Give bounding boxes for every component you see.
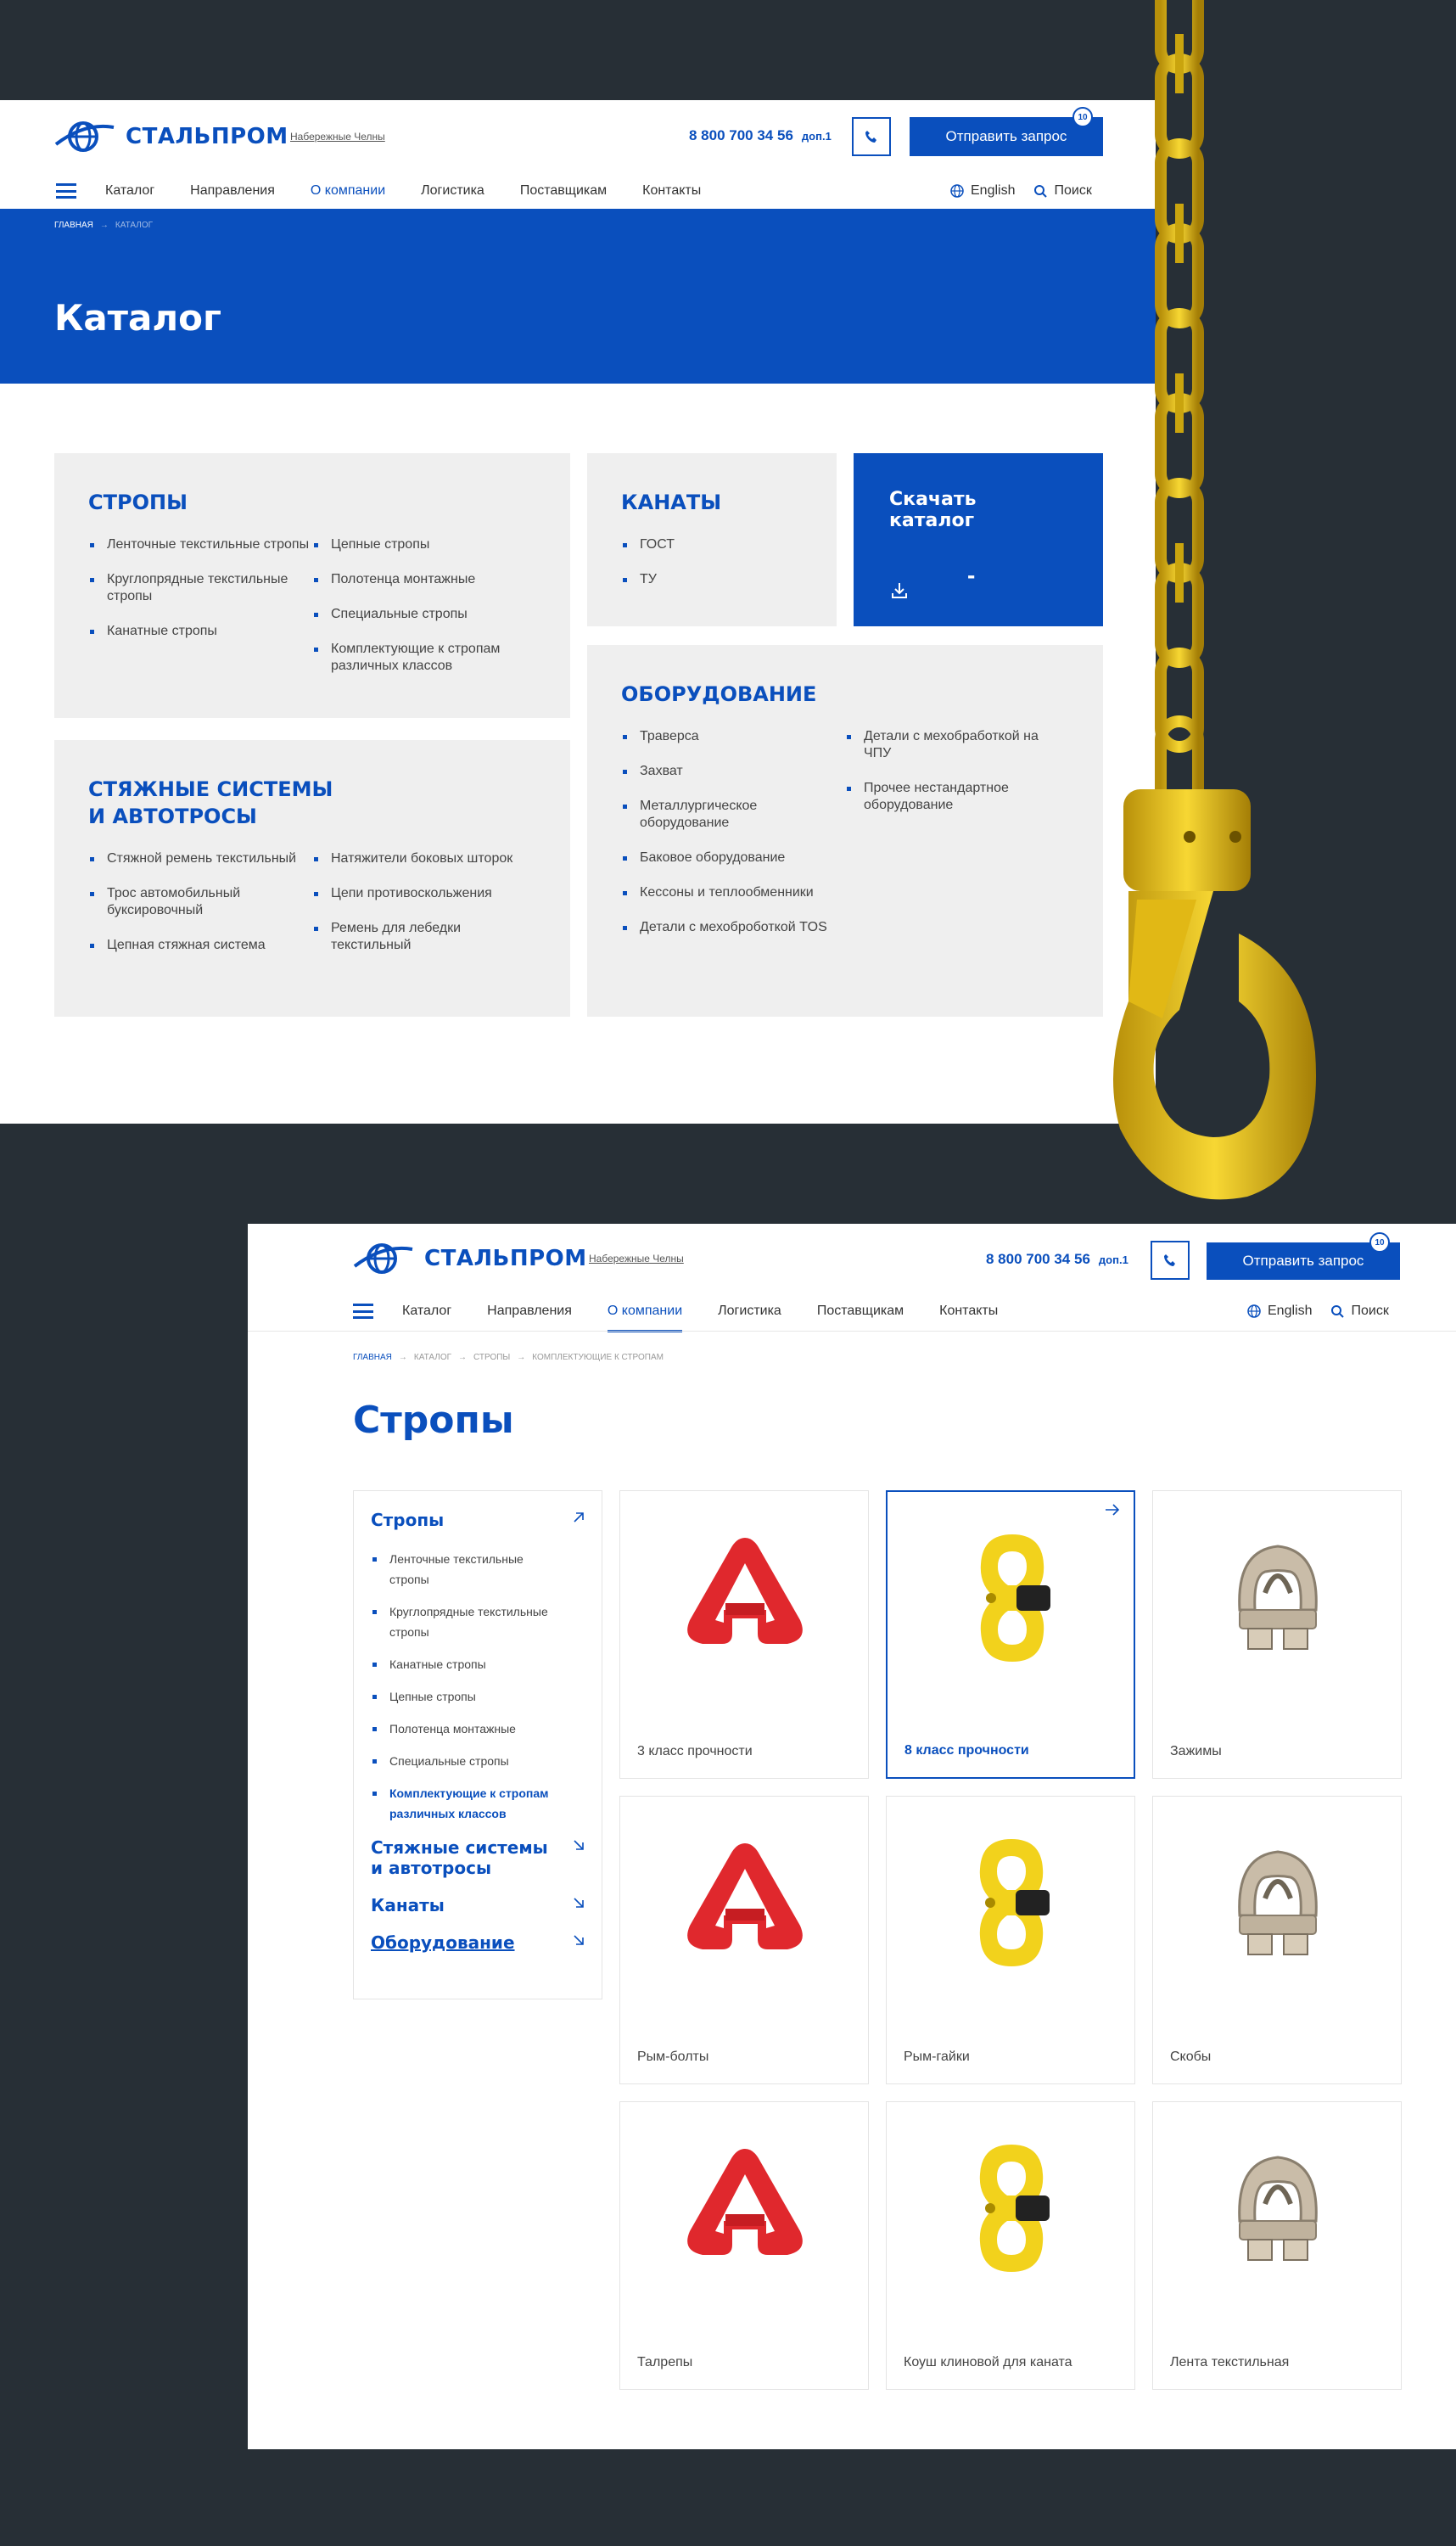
sidebar-section-label: Канаты <box>371 1895 445 1915</box>
send-request-label: Отправить запрос <box>945 128 1067 144</box>
logo-text: СТАЛЬПРОМ <box>126 124 288 149</box>
menu-icon[interactable] <box>353 1304 373 1319</box>
header-divider <box>248 1331 1456 1332</box>
sidebar-item[interactable]: Полотенца монтажные <box>371 1719 549 1739</box>
product-label: 8 класс прочности <box>904 1743 1029 1758</box>
category-link[interactable]: Круглопрядные текстильные стропы <box>88 571 312 605</box>
product-label: Талрепы <box>637 2355 693 2369</box>
phone-block[interactable] <box>689 127 832 144</box>
breadcrumb-home[interactable]: ГЛАВНАЯ <box>353 1353 392 1362</box>
nav-item-directions[interactable]: Направления <box>487 1304 572 1318</box>
search-icon <box>1033 184 1047 198</box>
category-link[interactable]: ГОСТ <box>621 536 803 553</box>
breadcrumb-current: КАТАЛОГ <box>115 221 154 230</box>
nav-item-logistics[interactable]: Логистика <box>718 1304 781 1318</box>
category-title[interactable]: СТЯЖНЫЕ СИСТЕМЫ И АВТОТРОСЫ <box>88 777 333 828</box>
sidebar-item-active[interactable]: Комплектующие к стропам различных классов <box>371 1783 549 1824</box>
sidebar-section-kanaty[interactable] <box>371 1895 585 1915</box>
category-link[interactable]: Специальные стропы <box>312 606 536 623</box>
product-label: Рым-болты <box>637 2050 709 2064</box>
arrow-down-right-icon <box>573 1897 585 1909</box>
logo[interactable] <box>353 1241 587 1276</box>
search-button[interactable] <box>1330 1304 1388 1319</box>
phone-number: 8 800 700 34 56 <box>986 1251 1090 1267</box>
product-card[interactable] <box>886 1796 1135 2084</box>
category-title[interactable]: КАНАТЫ <box>621 491 722 514</box>
hero-banner <box>0 209 1156 384</box>
search-label: Поиск <box>1054 183 1092 198</box>
sidebar-section-label: Оборудование <box>371 1932 515 1953</box>
product-card[interactable] <box>1152 2101 1402 2390</box>
product-image <box>673 2136 817 2280</box>
category-title[interactable]: СТРОПЫ <box>88 491 188 514</box>
download-title: Скачать каталог <box>889 489 977 531</box>
category-link[interactable]: Металлургическое оборудование <box>621 798 845 832</box>
phone-block[interactable] <box>986 1251 1128 1268</box>
category-link[interactable]: Цепи противоскольжения <box>312 885 536 902</box>
category-link[interactable]: Детали с мехобработкой на ЧПУ <box>845 728 1069 762</box>
main-nav <box>353 1298 1033 1324</box>
product-image <box>939 1831 1084 1975</box>
product-card[interactable] <box>619 1490 869 1779</box>
nav-item-suppliers[interactable]: Поставщикам <box>519 183 608 198</box>
language-label: English <box>971 183 1016 198</box>
category-link[interactable]: Цепные стропы <box>312 536 536 553</box>
phone-number: 8 800 700 34 56 <box>689 127 793 143</box>
category-link[interactable]: Баковое оборудование <box>621 850 845 866</box>
product-image <box>940 1526 1084 1670</box>
phone-icon <box>1163 1253 1177 1267</box>
arrow-down-right-icon <box>573 1839 585 1851</box>
chain-hook-image <box>1069 0 1324 1214</box>
city-link[interactable]: Набережные Челны <box>589 1253 684 1265</box>
category-link[interactable]: Комплектующие к стропам различных классов <box>312 641 536 675</box>
globe-logo-icon <box>54 119 115 154</box>
nav-item-catalog[interactable]: Каталог <box>402 1304 452 1318</box>
category-link[interactable]: Ленточные текстильные стропы <box>88 536 312 553</box>
sidebar-item[interactable]: Канатные стропы <box>371 1654 549 1674</box>
product-card[interactable] <box>1152 1796 1402 2084</box>
sidebar-item[interactable]: Круглопрядные текстильные стропы <box>371 1601 549 1642</box>
arrow-right-icon <box>1105 1504 1120 1520</box>
search-icon <box>1330 1304 1344 1318</box>
product-card[interactable] <box>619 1796 869 2084</box>
category-link[interactable]: Натяжители боковых шторок <box>312 850 536 867</box>
product-label: Скобы <box>1170 2050 1212 2064</box>
sidebar-item[interactable]: Специальные стропы <box>371 1751 549 1771</box>
product-image <box>673 1525 817 1669</box>
download-icon <box>889 580 910 601</box>
breadcrumb <box>54 221 153 230</box>
language-switch[interactable] <box>1247 1304 1312 1319</box>
menu-icon[interactable] <box>56 183 76 199</box>
product-label: Коуш клиновой для каната <box>904 2355 1072 2369</box>
download-catalog-card[interactable] <box>854 453 1103 626</box>
breadcrumb: ГЛАВНАЯ → КАТАЛОГ → СТРОПЫ → КОМПЛЕКТУЮЩИЕ К СТРОПАМ <box>353 1353 664 1362</box>
sidebar-item[interactable]: Ленточные текстильные стропы <box>371 1549 549 1590</box>
breadcrumb-catalog[interactable]: КАТАЛОГ <box>413 1353 452 1362</box>
category-link[interactable]: Трос автомобильный буксировочный <box>88 885 312 919</box>
category-link[interactable]: Детали с мехоброботкой TOS <box>621 919 845 936</box>
category-link[interactable]: Прочее нестандартное оборудование <box>845 780 1069 814</box>
nav-item-directions[interactable]: Направления <box>190 183 275 198</box>
arrow-up-right-icon <box>573 1511 585 1523</box>
sidebar-section-stropy[interactable] <box>371 1510 585 1530</box>
sidebar-section-stiazhnye[interactable]: Стяжные системы и автотросы <box>371 1837 585 1878</box>
breadcrumb-home[interactable]: ГЛАВНАЯ <box>54 221 93 230</box>
product-card[interactable] <box>886 1490 1135 1779</box>
sidebar-section-label: Стропы <box>371 1510 445 1530</box>
phone-ext: доп.1 <box>1098 1253 1128 1266</box>
logo[interactable] <box>54 119 288 154</box>
product-image <box>1206 2136 1350 2280</box>
call-button[interactable] <box>852 117 891 156</box>
city-link[interactable]: Набережные Челны <box>290 131 385 143</box>
category-title[interactable]: ОБОРУДОВАНИЕ <box>621 682 817 706</box>
nav-item-contacts[interactable]: Контакты <box>939 1304 999 1318</box>
nav-item-contacts[interactable]: Контакты <box>642 183 702 198</box>
product-card[interactable] <box>619 2101 869 2390</box>
breadcrumb-sep: → <box>99 221 109 230</box>
sidebar <box>353 1490 602 1999</box>
globe-icon <box>950 184 964 198</box>
language-switch[interactable] <box>950 183 1015 199</box>
sidebar-item[interactable]: Цепные стропы <box>371 1686 549 1707</box>
download-dash: - <box>967 562 976 588</box>
category-link[interactable]: Канатные стропы <box>88 623 312 640</box>
product-label: Зажимы <box>1170 1744 1222 1758</box>
arrow-down-right-icon <box>573 1934 585 1946</box>
logo-text: СТАЛЬПРОМ <box>424 1246 587 1271</box>
category-link[interactable]: Кессоны и теплообменники <box>621 884 845 901</box>
globe-icon <box>1247 1304 1261 1318</box>
category-kanaty <box>587 453 837 626</box>
page-title: Каталог <box>54 297 221 339</box>
breadcrumb-current: КОМПЛЕКТУЮЩИЕ К СТРОПАМ <box>532 1353 664 1362</box>
product-screen <box>248 1224 1456 2449</box>
request-count-badge: 10 <box>1072 107 1093 127</box>
catalog-screen <box>0 100 1156 1124</box>
product-image <box>939 2136 1084 2280</box>
category-link[interactable]: Ремень для лебедки текстильный <box>312 920 536 954</box>
category-link[interactable]: Захват <box>621 763 845 780</box>
send-request-button[interactable] <box>1207 1237 1400 1280</box>
category-stropy <box>54 453 570 718</box>
send-request-label: Отправить запрос <box>1242 1253 1364 1269</box>
nav-right <box>1247 1304 1389 1319</box>
page-title: Стропы <box>353 1399 514 1442</box>
globe-logo-icon <box>353 1241 414 1276</box>
product-label: 3 класс прочности <box>637 1744 753 1758</box>
product-card[interactable] <box>886 2101 1135 2390</box>
language-label: English <box>1268 1304 1313 1318</box>
main-nav <box>56 178 736 204</box>
product-image <box>673 1831 817 1975</box>
breadcrumb-stropy[interactable]: СТРОПЫ <box>473 1353 511 1362</box>
request-count-badge: 10 <box>1369 1232 1390 1253</box>
nav-item-logistics[interactable]: Логистика <box>421 183 484 198</box>
category-link[interactable]: Полотенца монтажные <box>312 571 536 588</box>
category-oborudovanie <box>587 645 1103 1017</box>
nav-item-about[interactable]: О компании <box>608 1298 682 1324</box>
product-card[interactable] <box>1152 1490 1402 1779</box>
phone-ext: доп.1 <box>801 130 832 143</box>
phone-icon <box>865 130 878 143</box>
category-link[interactable]: Траверса <box>621 728 845 745</box>
product-label: Лента текстильная <box>1170 2355 1290 2369</box>
product-image <box>1206 1525 1350 1669</box>
sidebar-section-oborudovanie[interactable] <box>371 1932 585 1953</box>
nav-item-about[interactable]: О компании <box>311 178 385 204</box>
nav-item-catalog[interactable]: Каталог <box>105 183 155 198</box>
product-label: Рым-гайки <box>904 2050 970 2064</box>
call-button[interactable] <box>1151 1241 1190 1280</box>
category-stiazhnye <box>54 740 570 1017</box>
category-link[interactable]: Цепная стяжная система <box>88 937 312 954</box>
search-label: Поиск <box>1351 1304 1389 1318</box>
product-image <box>1206 1831 1350 1975</box>
category-link[interactable]: Стяжной ремень текстильный <box>88 850 312 867</box>
nav-item-suppliers[interactable]: Поставщикам <box>816 1304 904 1318</box>
category-link[interactable]: ТУ <box>621 571 803 588</box>
